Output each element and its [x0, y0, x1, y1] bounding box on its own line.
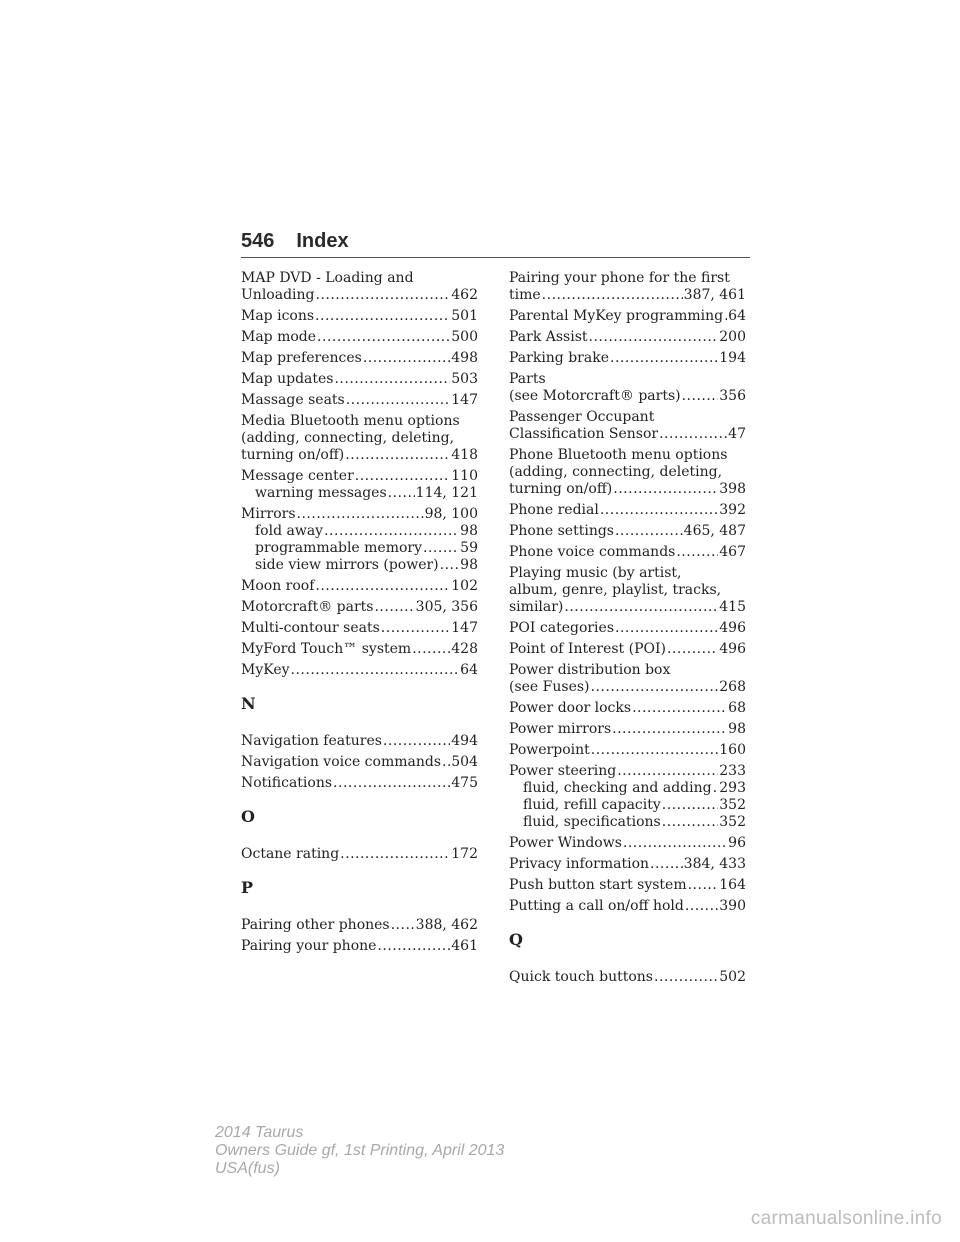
leader-dots [388, 485, 415, 502]
entry-line [509, 700, 746, 717]
index-entry [509, 447, 746, 498]
entry-line [509, 835, 746, 852]
entry-term: Mirrors [241, 506, 296, 522]
leader-dots [423, 540, 459, 557]
entry-line [509, 877, 746, 894]
entry-term: turning on/off) [241, 447, 345, 463]
entry-pages: 352 [719, 797, 746, 813]
entry-term: Map preferences [241, 350, 362, 366]
index-column-right [509, 270, 746, 990]
leader-dots [682, 388, 719, 405]
entry-term: Notifications [241, 775, 333, 791]
entry-pages: 110 [451, 468, 478, 484]
entry-term: Phone settings [509, 523, 614, 539]
index-entry [241, 620, 478, 637]
index-entry [509, 721, 746, 738]
leader-dots [291, 662, 460, 679]
entry-pages: 503 [451, 371, 478, 387]
entry-pages: 428 [451, 641, 478, 657]
entry-pages: 392 [719, 502, 746, 518]
entry-line [241, 371, 478, 388]
entry-term: Power steering [509, 763, 617, 779]
entry-pages: 164 [719, 877, 746, 893]
leader-dots [333, 775, 450, 792]
entry-pages: 268 [719, 679, 746, 695]
index-entry [241, 392, 478, 409]
entry-term: Power door locks [509, 700, 632, 716]
index-entry [241, 917, 478, 934]
leader-dots [297, 506, 424, 523]
footer-model: 2014 Taurus [215, 1124, 304, 1141]
leader-dots [724, 308, 727, 325]
entry-term: Park Assist [509, 329, 588, 345]
leader-dots [610, 350, 718, 367]
entry-line [241, 938, 478, 955]
entry-term: turning on/off) [509, 481, 613, 497]
entry-pages: 398 [719, 481, 746, 497]
entry-line [509, 763, 746, 780]
entry-pages: 384, 433 [683, 856, 746, 872]
entry-line [241, 754, 478, 771]
index-entry [509, 329, 746, 346]
section-letter: N [241, 694, 256, 713]
entry-line [241, 447, 478, 464]
entry-heading-line: (adding, connecting, deleting, [241, 430, 455, 446]
section-letter: O [241, 807, 255, 826]
entry-pages: 147 [451, 620, 478, 636]
entry-line [509, 599, 746, 616]
sub-entry-line [241, 523, 478, 540]
entry-pages: 68 [728, 700, 746, 716]
leader-dots [377, 938, 450, 955]
entry-pages: 160 [719, 742, 746, 758]
entry-line [241, 468, 478, 485]
leader-dots [612, 721, 727, 738]
leader-dots [615, 620, 718, 637]
entry-term: time [509, 287, 541, 303]
entry-heading-line: Media Bluetooth menu options [241, 413, 460, 429]
leader-dots [340, 846, 450, 863]
leader-dots [659, 426, 727, 443]
index-entry [509, 350, 746, 367]
sub-entry-line [241, 485, 478, 502]
entry-pages: 461 [451, 938, 478, 954]
entry-line [509, 523, 746, 540]
leader-dots [355, 468, 450, 485]
entry-term: Putting a call on/off hold [509, 898, 684, 914]
entry-term: Map icons [241, 308, 315, 324]
entry-term: Massage seats [241, 392, 345, 408]
leader-dots [654, 969, 718, 986]
entry-line [509, 856, 746, 873]
leader-dots [676, 544, 718, 561]
entry-heading-line: (adding, connecting, deleting, [509, 464, 723, 480]
sub-entry-line [509, 797, 746, 814]
index-entry [509, 700, 746, 717]
index-entry [509, 763, 746, 831]
index-entry [241, 413, 478, 464]
entry-pages: 496 [719, 641, 746, 657]
entry-term: Privacy information [509, 856, 650, 872]
leader-dots [316, 287, 451, 304]
index-entry [509, 898, 746, 915]
entry-term: (see Motorcraft® parts) [509, 388, 681, 404]
footer-region-code: USA [215, 1160, 248, 1177]
entry-pages: 387, 461 [683, 287, 746, 303]
entry-pages: 114, 121 [415, 485, 478, 501]
entry-term: Point of Interest (POI) [509, 641, 666, 657]
entry-line [509, 544, 746, 561]
entry-term: Motorcraft® parts [241, 599, 374, 615]
index-entry [509, 409, 746, 443]
entry-line [509, 620, 746, 637]
leader-dots [363, 350, 450, 367]
sub-entry-line [509, 780, 746, 797]
entry-line [241, 641, 478, 658]
footer-edition: Owners Guide gf, 1st Printing, April 2013 [215, 1142, 505, 1159]
entry-pages: 64 [728, 308, 746, 324]
entry-line [241, 846, 478, 863]
index-entry [241, 662, 478, 679]
index-column-left [241, 270, 478, 959]
header-rule [241, 257, 750, 258]
entry-term: fluid, specifications [523, 814, 661, 830]
entry-line [509, 308, 746, 325]
entry-term: MyFord Touch™ system [241, 641, 412, 657]
entry-term: Pairing other phones [241, 917, 390, 933]
entry-line [241, 578, 478, 595]
entry-pages: 388, 462 [415, 917, 478, 933]
entry-term: (see Fuses) [509, 679, 590, 695]
index-entry [241, 641, 478, 658]
leader-dots [623, 835, 727, 852]
leader-dots [650, 856, 683, 873]
entry-pages: 467 [719, 544, 746, 560]
entry-term: Classification Sensor [509, 426, 659, 442]
entry-line [241, 620, 478, 637]
entry-line [241, 329, 478, 346]
leader-dots [315, 578, 450, 595]
leader-dots [383, 733, 450, 750]
leader-dots [334, 371, 450, 388]
entry-heading-line: Power distribution box [509, 662, 671, 678]
entry-heading-line: Parts [509, 371, 546, 387]
entry-line [241, 392, 478, 409]
entry-line [509, 898, 746, 915]
entry-pages: 462 [451, 287, 478, 303]
index-entry [509, 662, 746, 696]
entry-heading-line: Pairing your phone for the first [509, 270, 730, 286]
entry-pages: 502 [719, 969, 746, 985]
entry-term: fold away [255, 523, 324, 539]
entry-line [509, 679, 746, 696]
index-entry [509, 544, 746, 561]
page-header [241, 230, 750, 258]
entry-pages: 59 [460, 540, 478, 556]
leader-dots [615, 523, 683, 540]
entry-term: Unloading [241, 287, 315, 303]
leader-dots [662, 814, 719, 831]
leader-dots [374, 599, 414, 616]
entry-line [241, 308, 478, 325]
entry-pages: 293 [719, 780, 746, 796]
entry-term: Moon roof [241, 578, 315, 594]
entry-pages: 98 [728, 721, 746, 737]
entry-pages: 465, 487 [683, 523, 746, 539]
entry-pages: 172 [451, 846, 478, 862]
entry-pages: 233 [719, 763, 746, 779]
entry-heading-line: Phone Bluetooth menu options [509, 447, 728, 463]
leader-dots [591, 679, 719, 696]
index-entry [509, 308, 746, 325]
entry-pages: 415 [719, 599, 746, 615]
entry-pages: 147 [451, 392, 478, 408]
leader-dots [442, 754, 450, 771]
entry-term: Parental MyKey programming [509, 308, 724, 324]
index-entry [241, 733, 478, 750]
entry-pages: 356 [719, 388, 746, 404]
leader-dots [617, 763, 718, 780]
entry-term: warning messages [255, 485, 387, 501]
index-entry [241, 270, 478, 304]
entry-line [241, 506, 478, 523]
entry-line [241, 350, 478, 367]
section-letter: Q [509, 930, 523, 949]
leader-dots [315, 308, 450, 325]
watermark: carmanualsonline.info [750, 1208, 942, 1229]
leader-dots [688, 877, 719, 894]
leader-dots [391, 917, 415, 934]
index-entry [509, 742, 746, 759]
entry-pages: 352 [719, 814, 746, 830]
index-entry [241, 599, 478, 616]
index-entry [509, 620, 746, 637]
entry-term: Phone redial [509, 502, 599, 518]
entry-pages: 500 [451, 329, 478, 345]
leader-dots [662, 797, 719, 814]
footer-region-suffix: (fus) [247, 1160, 280, 1177]
entry-term: Navigation features [241, 733, 382, 749]
entry-heading-line: album, genre, playlist, tracks, [509, 582, 722, 598]
index-entry [241, 506, 478, 574]
entry-pages: 200 [719, 329, 746, 345]
entry-line [509, 969, 746, 986]
leader-dots [685, 898, 718, 915]
entry-line [241, 287, 478, 304]
entry-heading-line: Passenger Occupant [509, 409, 655, 425]
leader-dots [632, 700, 727, 717]
index-entry [241, 329, 478, 346]
entry-term: Parking brake [509, 350, 609, 366]
entry-pages: 102 [451, 578, 478, 594]
index-entry [241, 578, 478, 595]
entry-pages: 475 [451, 775, 478, 791]
entry-term: fluid, refill capacity [523, 797, 661, 813]
entry-line [241, 733, 478, 750]
entry-pages: 496 [719, 620, 746, 636]
entry-line [509, 388, 746, 405]
index-entry [241, 775, 478, 792]
entry-pages: 96 [728, 835, 746, 851]
entry-term: Pairing your phone [241, 938, 377, 954]
leader-dots [667, 641, 718, 658]
entry-pages: 98, 100 [424, 506, 478, 522]
entry-term: Quick touch buttons [509, 969, 653, 985]
leader-dots [345, 447, 450, 464]
entry-line [509, 721, 746, 738]
leader-dots [346, 392, 451, 409]
leader-dots [591, 742, 719, 759]
entry-pages: 501 [451, 308, 478, 324]
entry-term: MyKey [241, 662, 290, 678]
section-letter: P [241, 878, 254, 897]
index-entry [509, 502, 746, 519]
index-entry [241, 308, 478, 325]
entry-term: side view mirrors (power) [255, 557, 439, 573]
entry-line [509, 426, 746, 443]
sub-entry-line [241, 540, 478, 557]
leader-dots [324, 523, 459, 540]
entry-line [509, 502, 746, 519]
leader-dots [613, 481, 718, 498]
entry-term: fluid, checking and adding [523, 780, 712, 796]
entry-term: Map updates [241, 371, 334, 387]
leader-dots [381, 620, 450, 637]
entry-heading-line: Playing music (by artist, [509, 565, 682, 581]
entry-line [241, 917, 478, 934]
entry-line [241, 775, 478, 792]
entry-heading-line: MAP DVD - Loading and [241, 270, 414, 286]
index-entry [509, 641, 746, 658]
leader-dots [542, 287, 683, 304]
leader-dots [564, 599, 718, 616]
index-entry [241, 468, 478, 502]
entry-pages: 194 [719, 350, 746, 366]
entry-term: Phone voice commands [509, 544, 676, 560]
entry-pages: 98 [460, 557, 478, 573]
index-entry [241, 350, 478, 367]
entry-pages: 64 [460, 662, 478, 678]
index-entry [509, 877, 746, 894]
sub-entry-line [509, 814, 746, 831]
entry-pages: 47 [728, 426, 746, 442]
index-entry [241, 938, 478, 955]
entry-term: Power Windows [509, 835, 622, 851]
index-entry [509, 969, 746, 986]
entry-line [509, 481, 746, 498]
index-entry [241, 754, 478, 771]
index-entry [509, 371, 746, 405]
leader-dots [412, 641, 450, 658]
leader-dots [440, 557, 460, 574]
entry-term: Navigation voice commands [241, 754, 442, 770]
leader-dots [317, 329, 450, 346]
index-entry [241, 371, 478, 388]
index-entry [509, 523, 746, 540]
entry-term: Powerpoint [509, 742, 590, 758]
entry-term: POI categories [509, 620, 615, 636]
leader-dots [600, 502, 718, 519]
index-entry [509, 835, 746, 852]
entry-term: programmable memory [255, 540, 423, 556]
index-entry [509, 270, 746, 304]
footer [215, 1124, 504, 1178]
footer-region [215, 1160, 504, 1178]
sub-entry-line [241, 557, 478, 574]
index-entry [241, 846, 478, 863]
leader-dots [589, 329, 719, 346]
entry-term: Push button start system [509, 877, 687, 893]
entry-pages: 305, 356 [415, 599, 478, 615]
page-number: 546 [241, 230, 275, 252]
entry-line [509, 287, 746, 304]
index-entry [509, 565, 746, 616]
entry-line [509, 329, 746, 346]
index-entry [509, 856, 746, 873]
entry-pages: 498 [451, 350, 478, 366]
entry-pages: 98 [460, 523, 478, 539]
entry-pages: 494 [451, 733, 478, 749]
entry-line [509, 350, 746, 367]
entry-term: Multi-contour seats [241, 620, 380, 636]
leader-dots [713, 780, 719, 797]
entry-term: Map mode [241, 329, 317, 345]
entry-line [241, 599, 478, 616]
entry-pages: 504 [451, 754, 478, 770]
entry-term: Octane rating [241, 846, 340, 862]
entry-pages: 390 [719, 898, 746, 914]
entry-line [241, 662, 478, 679]
entry-term: Power mirrors [509, 721, 612, 737]
entry-pages: 418 [451, 447, 478, 463]
entry-term: Message center [241, 468, 354, 484]
entry-line [509, 641, 746, 658]
page-title: Index [296, 230, 349, 252]
entry-line [509, 742, 746, 759]
entry-term: similar) [509, 599, 564, 615]
